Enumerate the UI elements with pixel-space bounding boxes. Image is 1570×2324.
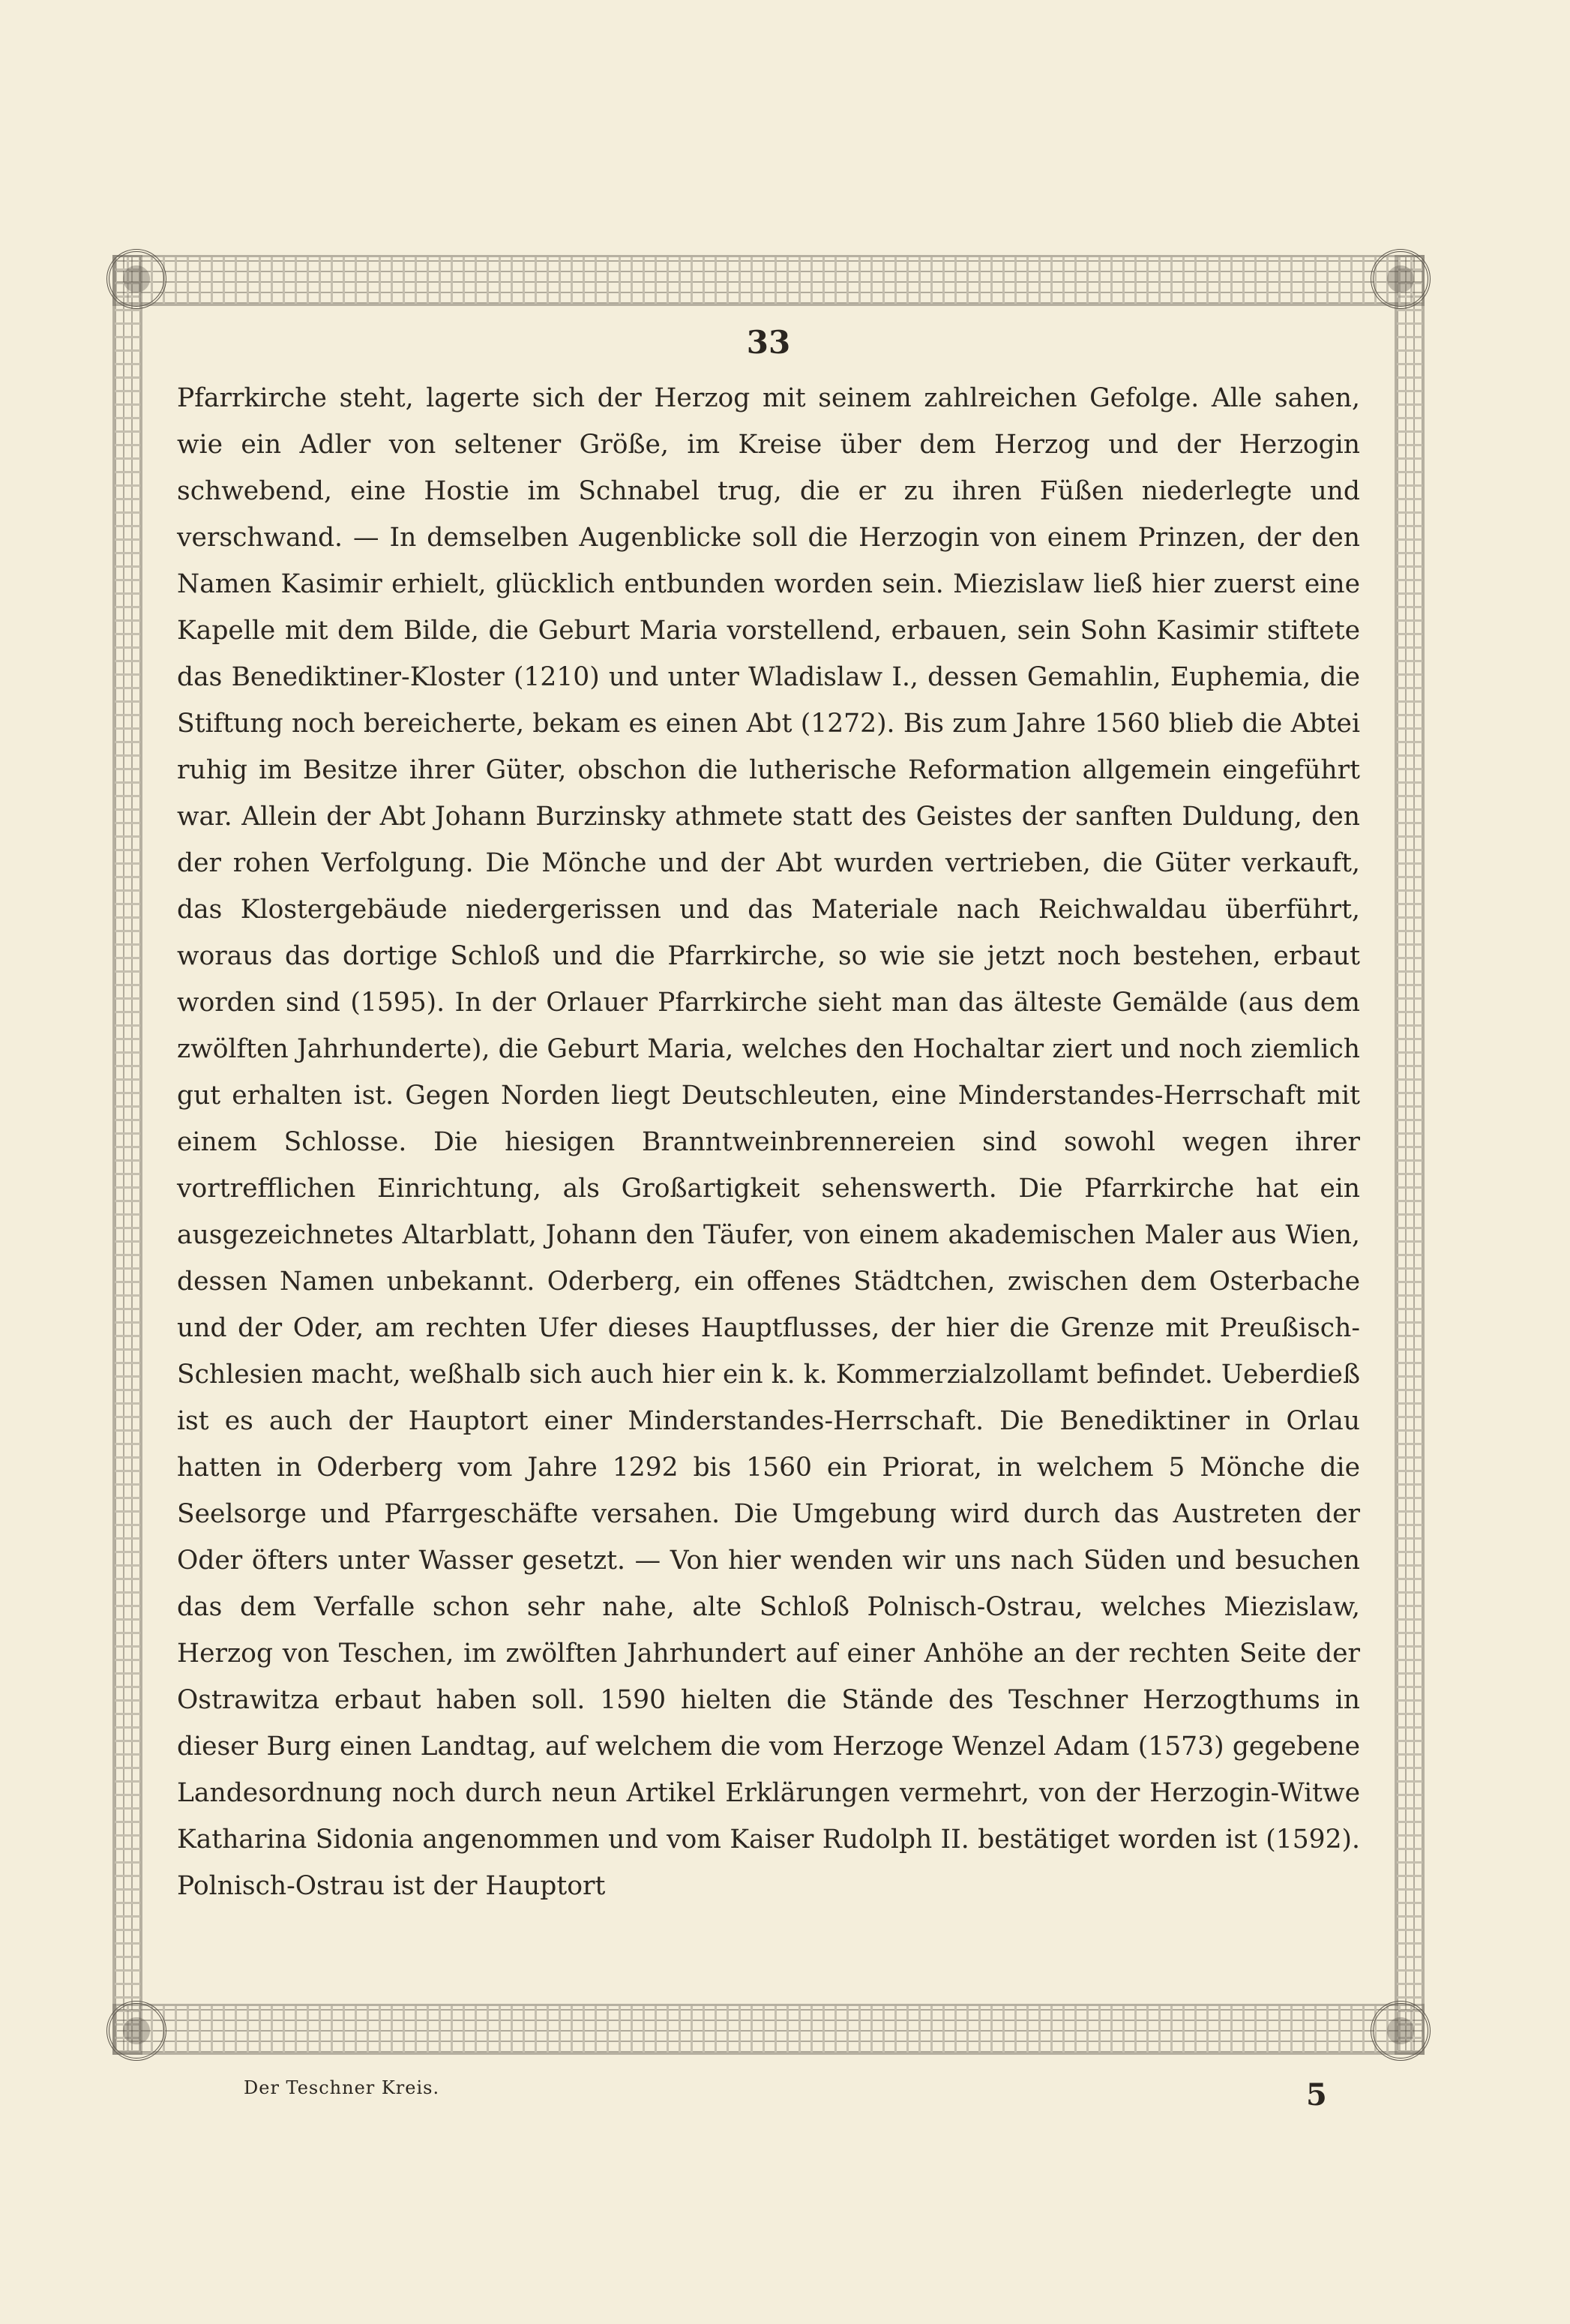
body-text bbox=[177, 375, 1360, 1987]
frame-corner-ornament bbox=[1371, 249, 1431, 309]
footer-signature: Der Teschner Kreis. bbox=[244, 2077, 440, 2098]
frame-border-bottom bbox=[112, 2004, 1425, 2055]
frame-border-left bbox=[112, 255, 142, 2055]
frame-corner-ornament bbox=[106, 2001, 166, 2061]
paragraph: Pfarrkirche steht, lagerte sich der Herzog mit seinem zahlreichen Gefolge. Alle sahen, wie ein Adler von seltener Größe, im Kreise über dem Herzog und der Herzogin schwebend, eine Hostie im Schnabel trug, die er zu ihren Füßen niederlegte und verschwand. — In demselben Augenblicke soll die Herzogin von einem Prinzen, der den Namen Kasimir erhielt, glücklich entbunden worden sein. Miezislaw ließ hier zuerst eine Kapelle mit dem Bilde, die Geburt Maria vorstellend, erbauen, sein Sohn Kasimir stiftete das Benediktiner-Kloster (1210) und unter Wladislaw I., dessen Gemahlin, Euphemia, die Stiftung noch bereicherte, bekam es einen Abt (1272). Bis zum Jahre 1560 blieb die Abtei ruhig im Besitze ihrer Güter, obschon die lutherische Reformation allgemein eingeführt war. Allein der Abt Johann Burzinsky athmete statt des Geistes der sanften Duldung, den der rohen Verfolgung. Die Mönche und der Abt wurden vertrieben, die Güter verkauft, das Klostergebäude niedergerissen und das Materiale nach Reichwaldau überführt, woraus das dortige Schloß und die Pfarrkirche, so wie sie jetzt noch bestehen, erbaut worden sind (1595). In der Orlauer Pfarrkirche sieht man das älteste Gemälde (aus dem zwölften Jahrhunderte), die Geburt Maria, welches den Hochaltar ziert und noch ziemlich gut erhalten ist. Gegen Norden liegt Deutschleuten, eine Minderstandes-Herrschaft mit einem Schlosse. Die hiesigen Branntweinbrennereien sind sowohl wegen ihrer vortrefflichen Einrichtung, als Großartigkeit sehenswerth. Die Pfarrkirche hat ein ausgezeichnetes Altarblatt, Johann den Täufer, von einem akademischen Maler aus Wien, dessen Namen unbekannt. Oderberg, ein offenes Städtchen, zwischen dem Osterbache und der Oder, am rechten Ufer dieses Hauptflusses, der hier die Grenze mit Preußisch-Schlesien macht, weßhalb sich auch hier ein k. k. Kommerzialzollamt befindet. Ueberdieß ist es auch der Hauptort einer Minderstandes-Herrschaft. Die Benediktiner in Orlau hatten in Oderberg vom Jahre 1292 bis 1560 ein Priorat, in welchem 5 Mönche die Seelsorge und Pfarrgeschäfte versahen. Die Umgebung wird durch das Austreten der Oder öfters unter Wasser gesetzt. — Von hier wenden wir uns nach Süden und besuchen das dem Verfalle schon sehr nahe, alte Schloß Polnisch-Ostrau, welches Miezislaw, Herzog von Teschen, im zwölften Jahrhundert auf einer Anhöhe an der rechten Seite der Ostrawitza erbaut haben soll. 1590 hielten die Stände des Teschner Herzogthums in dieser Burg einen Landtag, auf welchem die vom Herzoge Wenzel Adam (1573) gegebene Landesordnung noch durch neun Artikel Erklärungen vermehrt, von der Herzogin-Witwe Katharina Sidonia angenommen und vom Kaiser Rudolph II. bestätiget worden ist (1592). Polnisch-Ostrau ist der Hauptort bbox=[177, 383, 1360, 1901]
frame-corner-ornament bbox=[106, 249, 166, 309]
sheet-number: 5 bbox=[1306, 2077, 1327, 2113]
page-number: 33 bbox=[746, 324, 791, 361]
frame-border-top bbox=[112, 255, 1425, 306]
frame-border-right bbox=[1395, 255, 1425, 2055]
frame-corner-ornament bbox=[1371, 2001, 1431, 2061]
ornamental-frame bbox=[112, 255, 1425, 2055]
